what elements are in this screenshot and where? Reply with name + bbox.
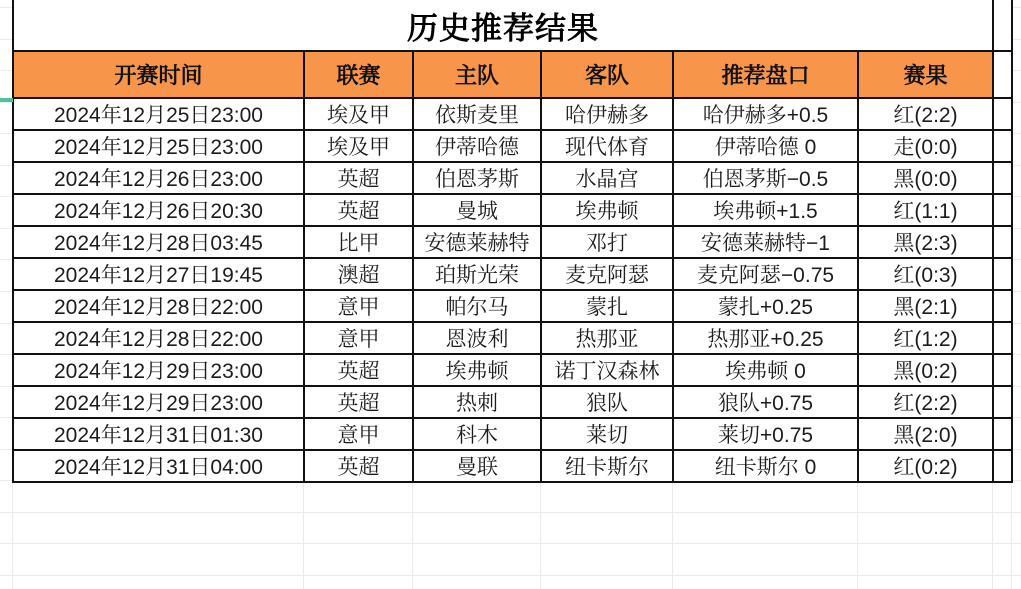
league-cell[interactable]: 澳超: [304, 258, 413, 290]
result-cell[interactable]: 黑(0:0): [858, 162, 993, 194]
empty-cell[interactable]: [993, 290, 1012, 322]
match-time-cell[interactable]: 2024年12月25日23:00: [13, 130, 304, 162]
home-team-cell[interactable]: 热刺: [413, 386, 541, 418]
header-home-team: 主队: [413, 51, 541, 98]
handicap-cell[interactable]: 纽卡斯尔 0: [673, 450, 858, 482]
home-team-cell[interactable]: 帕尔马: [413, 290, 541, 322]
handicap-cell[interactable]: 莱切+0.75: [673, 418, 858, 450]
away-team-cell[interactable]: 莱切: [541, 418, 673, 450]
away-team-cell[interactable]: 哈伊赫多: [541, 98, 673, 130]
handicap-cell[interactable]: 埃弗顿 0: [673, 354, 858, 386]
league-cell[interactable]: 埃及甲: [304, 98, 413, 130]
empty-cell[interactable]: [993, 130, 1012, 162]
result-cell[interactable]: 黑(2:3): [858, 226, 993, 258]
home-team-cell[interactable]: 伊蒂哈德: [413, 130, 541, 162]
table-row: [13, 162, 1012, 194]
league-cell[interactable]: 英超: [304, 386, 413, 418]
away-team-cell[interactable]: 狼队: [541, 386, 673, 418]
home-team-cell[interactable]: 恩波利: [413, 322, 541, 354]
handicap-cell[interactable]: 狼队+0.75: [673, 386, 858, 418]
league-cell[interactable]: 意甲: [304, 322, 413, 354]
league-cell[interactable]: 英超: [304, 354, 413, 386]
league-cell[interactable]: 比甲: [304, 226, 413, 258]
handicap-cell[interactable]: 麦克阿瑟−0.75: [673, 258, 858, 290]
away-team-cell[interactable]: 水晶宫: [541, 162, 673, 194]
away-team-cell[interactable]: 热那亚: [541, 322, 673, 354]
away-team-cell[interactable]: 蒙扎: [541, 290, 673, 322]
history-results-table: [12, 0, 1013, 483]
match-time-cell[interactable]: 2024年12月28日22:00: [13, 322, 304, 354]
handicap-cell[interactable]: 蒙扎+0.25: [673, 290, 858, 322]
header-league: 联赛: [304, 51, 413, 98]
home-team-cell[interactable]: 安德莱赫特: [413, 226, 541, 258]
result-cell[interactable]: 红(2:2): [858, 98, 993, 130]
header-result: 赛果: [858, 51, 993, 98]
table-row: [13, 130, 1012, 162]
home-team-cell[interactable]: 曼城: [413, 194, 541, 226]
table-row: [13, 194, 1012, 226]
league-cell[interactable]: 意甲: [304, 290, 413, 322]
table-row: [13, 354, 1012, 386]
empty-cell[interactable]: [993, 450, 1012, 482]
match-time-cell[interactable]: 2024年12月25日23:00: [13, 98, 304, 130]
home-team-cell[interactable]: 埃弗顿: [413, 354, 541, 386]
away-team-cell[interactable]: 邓打: [541, 226, 673, 258]
away-team-cell[interactable]: 现代体育: [541, 130, 673, 162]
page-title: 历史推荐结果: [13, 0, 993, 51]
empty-cell[interactable]: [993, 386, 1012, 418]
home-team-cell[interactable]: 依斯麦里: [413, 98, 541, 130]
selection-indicator: [0, 98, 13, 102]
table-row: [13, 322, 1012, 354]
result-cell[interactable]: 黑(2:0): [858, 418, 993, 450]
league-cell[interactable]: 英超: [304, 450, 413, 482]
home-team-cell[interactable]: 珀斯光荣: [413, 258, 541, 290]
away-team-cell[interactable]: 麦克阿瑟: [541, 258, 673, 290]
faint-gridline: [0, 512, 1021, 513]
empty-cell[interactable]: [993, 258, 1012, 290]
match-time-cell[interactable]: 2024年12月29日23:00: [13, 386, 304, 418]
away-team-cell[interactable]: 纽卡斯尔: [541, 450, 673, 482]
league-cell[interactable]: 意甲: [304, 418, 413, 450]
match-time-cell[interactable]: 2024年12月26日20:30: [13, 194, 304, 226]
home-team-cell[interactable]: 伯恩茅斯: [413, 162, 541, 194]
table-row: [13, 258, 1012, 290]
table-row: [13, 290, 1012, 322]
home-team-cell[interactable]: 科木: [413, 418, 541, 450]
empty-cell[interactable]: [993, 322, 1012, 354]
league-cell[interactable]: 英超: [304, 194, 413, 226]
empty-cell[interactable]: [993, 98, 1012, 130]
table-row: [13, 418, 1012, 450]
handicap-cell[interactable]: 埃弗顿+1.5: [673, 194, 858, 226]
result-cell[interactable]: 走(0:0): [858, 130, 993, 162]
table-row: [13, 386, 1012, 418]
away-team-cell[interactable]: 埃弗顿: [541, 194, 673, 226]
match-time-cell[interactable]: 2024年12月28日22:00: [13, 290, 304, 322]
handicap-cell[interactable]: 伯恩茅斯−0.5: [673, 162, 858, 194]
league-cell[interactable]: 英超: [304, 162, 413, 194]
empty-cell[interactable]: [993, 354, 1012, 386]
empty-cell[interactable]: [993, 51, 1012, 98]
match-time-cell[interactable]: 2024年12月28日03:45: [13, 226, 304, 258]
empty-cell[interactable]: [993, 418, 1012, 450]
home-team-cell[interactable]: 曼联: [413, 450, 541, 482]
match-time-cell[interactable]: 2024年12月27日19:45: [13, 258, 304, 290]
handicap-cell[interactable]: 安德莱赫特−1: [673, 226, 858, 258]
header-handicap: 推荐盘口: [673, 51, 858, 98]
empty-cell[interactable]: [993, 162, 1012, 194]
empty-cell[interactable]: [993, 0, 1012, 51]
header-match-time: 开赛时间: [13, 51, 304, 98]
empty-cell[interactable]: [993, 226, 1012, 258]
faint-gridline: [0, 575, 1021, 576]
result-cell[interactable]: 红(0:2): [858, 450, 993, 482]
result-cell[interactable]: 红(0:3): [858, 258, 993, 290]
result-cell[interactable]: 黑(0:2): [858, 354, 993, 386]
handicap-cell[interactable]: 热那亚+0.25: [673, 322, 858, 354]
handicap-cell[interactable]: 伊蒂哈德 0: [673, 130, 858, 162]
result-cell[interactable]: 黑(2:1): [858, 290, 993, 322]
empty-cell[interactable]: [993, 194, 1012, 226]
header-row: [13, 51, 1012, 98]
table-row: [13, 98, 1012, 130]
title-row: [13, 0, 1012, 51]
match-time-cell[interactable]: 2024年12月29日23:00: [13, 354, 304, 386]
header-away-team: 客队: [541, 51, 673, 98]
away-team-cell[interactable]: 诺丁汉森林: [541, 354, 673, 386]
result-cell[interactable]: 红(1:2): [858, 322, 993, 354]
faint-gridline: [0, 543, 1021, 544]
match-time-cell[interactable]: 2024年12月26日23:00: [13, 162, 304, 194]
result-cell[interactable]: 红(2:2): [858, 386, 993, 418]
table-row: [13, 450, 1012, 482]
match-time-cell[interactable]: 2024年12月31日04:00: [13, 450, 304, 482]
handicap-cell[interactable]: 哈伊赫多+0.5: [673, 98, 858, 130]
league-cell[interactable]: 埃及甲: [304, 130, 413, 162]
match-time-cell[interactable]: 2024年12月31日01:30: [13, 418, 304, 450]
result-cell[interactable]: 红(1:1): [858, 194, 993, 226]
table-row: [13, 226, 1012, 258]
